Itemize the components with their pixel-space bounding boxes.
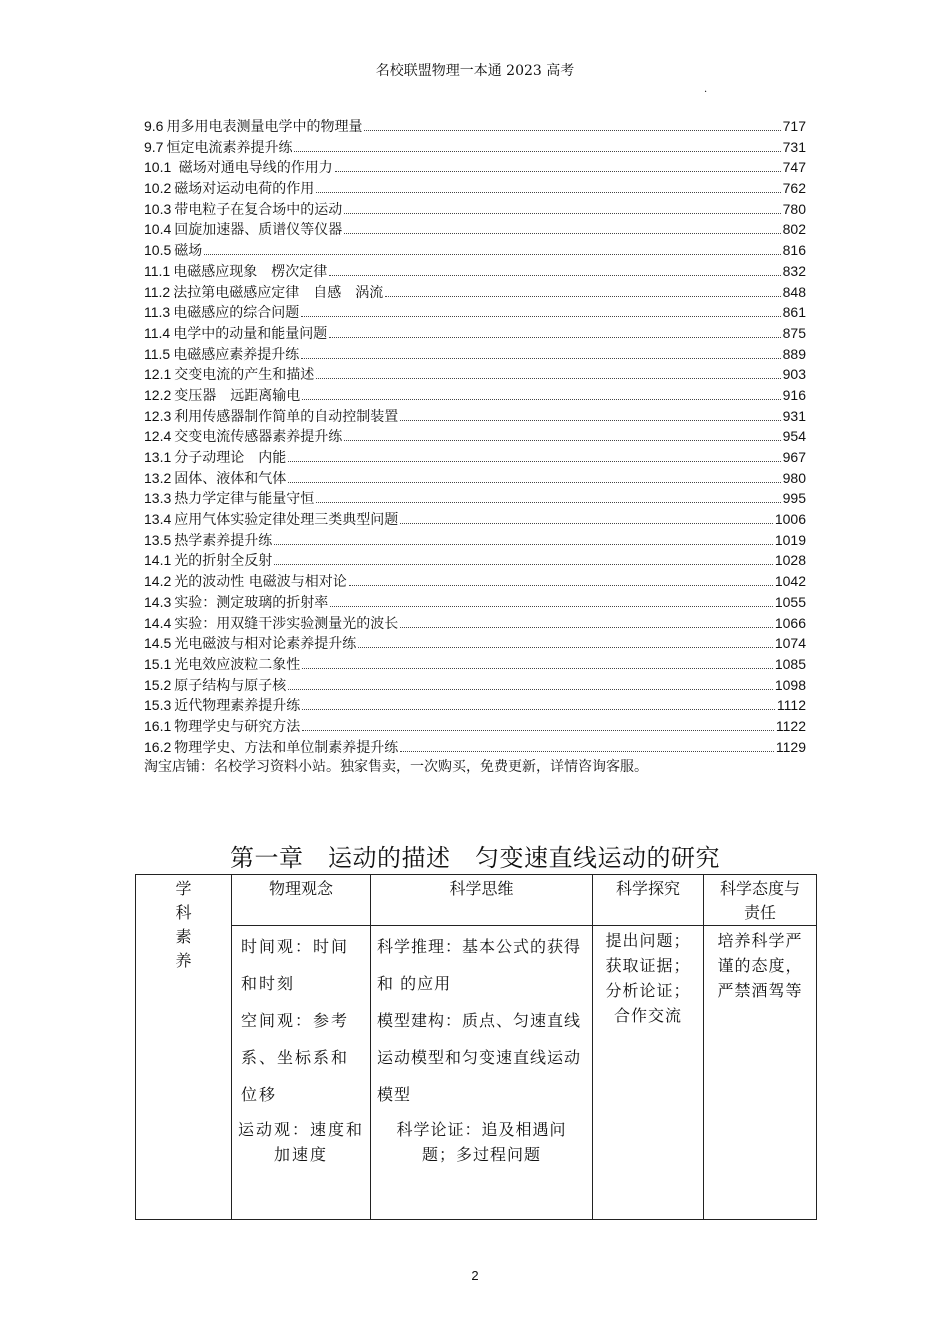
toc-entry-page: 967 [782, 449, 806, 465]
toc-leader-dots [364, 130, 780, 131]
toc-entry-number: 13.5 [144, 531, 172, 548]
toc-entry-number: 9.7 [144, 138, 164, 155]
toc-leader-dots [302, 399, 780, 400]
toc-entry-page: 1129 [775, 738, 806, 755]
toc-entry-page: 916 [782, 386, 806, 403]
toc-leader-dots [274, 564, 773, 565]
chapter-title: 第一章 运动的描述 匀变速直线运动的研究 [230, 844, 720, 872]
toc-entry-title: 固体、液体和气体 [174, 470, 287, 487]
toc-entry-page: 1019 [774, 531, 806, 548]
toc-entry-page: 1122 [775, 717, 806, 734]
toc-entry-page: 1042 [774, 573, 806, 590]
toc-entry-title: 回旋加速器、质谱仪等仪器 [174, 222, 343, 239]
toc-entry-title: 应用气体实验定律处理三类典型问题 [174, 512, 399, 529]
toc-leader-dots [400, 627, 773, 628]
toc-entry-title: 电磁感应现象 楞次定律 [173, 263, 328, 280]
toc-entry-title: 利用传感器制作简单的自动控制装置 [174, 408, 399, 425]
toc-leader-dots [344, 440, 780, 441]
toc-entry-page: 980 [782, 469, 806, 486]
toc-entry-title: 电磁感应的综合问题 [173, 305, 300, 322]
toc-entry[interactable] [144, 137, 806, 158]
toc-entry-number: 10.2 [144, 180, 172, 197]
toc-entry[interactable] [144, 695, 806, 716]
toc-entry[interactable] [144, 613, 806, 634]
toc-entry[interactable] [144, 178, 806, 199]
toc-leader-dots [301, 316, 780, 317]
toc-entry-title: 物理学史与研究方法 [174, 718, 301, 735]
attitude-text: 培养科学严谨的态度，严禁酒驾等 [717, 931, 803, 1000]
toc-entry-title: 光的波动性 电磁波与相对论 [174, 574, 347, 591]
toc-entry-page: 731 [782, 138, 806, 155]
toc-leader-dots [400, 751, 774, 752]
toc-entry-number: 9.6 [144, 118, 164, 134]
toc-entry-page: 903 [782, 366, 806, 383]
literacy-table [135, 874, 817, 1220]
toc-entry-number: 14.3 [144, 593, 172, 610]
toc-entry[interactable] [144, 240, 806, 261]
toc-entry-title: 磁场对通电导线的作用力 [174, 160, 333, 177]
toc-entry-page: 1028 [774, 552, 806, 569]
scientific-thinking-item: 科学论证：追及相遇问题；多过程问题 [396, 1120, 567, 1164]
toc-entry-title: 恒定电流素养提升练 [166, 139, 293, 156]
toc-entry-title: 物理学史、方法和单位制素养提升练 [174, 739, 399, 756]
toc-leader-dots [302, 730, 774, 731]
toc-entry-number: 10.5 [144, 242, 172, 259]
toc-leader-dots [288, 482, 780, 483]
header-attitude: 科学态度与责任 [704, 875, 817, 926]
toc-entry-page: 889 [782, 345, 806, 362]
toc-leader-dots [316, 192, 780, 193]
toc-entry-number: 12.2 [144, 386, 172, 403]
toc-leader-dots [288, 689, 773, 690]
scientific-thinking-item: 模型建构：质点、匀速直线运动模型和匀变速直线运动模型 [377, 1011, 582, 1104]
header-physics-concept: 物理观念 [232, 875, 371, 926]
toc-entry-number: 14.4 [144, 614, 172, 631]
toc-entry-page: 780 [782, 200, 806, 217]
toc-entry-number: 15.2 [144, 676, 172, 693]
toc-entry[interactable] [144, 344, 806, 365]
scientific-inquiry-text: 提出问题；获取证据；分析论证；合作交流 [605, 931, 691, 1025]
toc-leader-dots [329, 275, 780, 276]
toc-leader-dots [316, 502, 780, 503]
toc-entry-number: 13.3 [144, 490, 172, 507]
side-label-char: 学 [175, 879, 192, 898]
toc-entry-page: 747 [782, 159, 806, 176]
toc-entry[interactable] [144, 592, 806, 613]
toc-entry-number: 15.1 [144, 655, 172, 672]
toc-entry-title: 近代物理素养提升练 [174, 698, 301, 715]
toc-entry-number: 11.5 [144, 345, 171, 362]
toc-entry-page: 717 [782, 118, 806, 134]
toc-entry[interactable] [144, 468, 806, 489]
toc-entry[interactable] [144, 426, 806, 447]
page-number: 2 [471, 1268, 479, 1283]
toc-entry[interactable] [144, 571, 806, 592]
toc-leader-dots [274, 544, 773, 545]
toc-entry-title: 电学中的动量和能量问题 [173, 325, 328, 342]
toc-entry[interactable] [144, 509, 806, 530]
toc-entry[interactable] [144, 488, 806, 509]
toc-entry-title: 光电效应波粒二象性 [174, 656, 301, 673]
toc-entry-title: 磁场对运动电荷的作用 [174, 181, 315, 198]
physics-concept-cell [232, 926, 371, 1220]
toc-entry[interactable] [144, 716, 806, 737]
attitude-cell [704, 926, 817, 1220]
toc-entry-number: 14.2 [144, 573, 172, 590]
toc-entry-title: 热力学定律与能量守恒 [174, 491, 315, 508]
toc-entry-page: 1006 [774, 511, 806, 528]
toc-entry-page: 861 [782, 304, 806, 321]
side-label-char: 素 [175, 927, 192, 946]
toc-entry-number: 12.4 [144, 428, 172, 445]
toc-entry-title: 法拉第电磁感应定律 自感 涡流 [173, 284, 384, 301]
toc-entry-title: 电磁感应素养提升练 [173, 346, 300, 363]
toc-entry-title: 变压器 远距离输电 [174, 387, 301, 404]
toc-entry-page: 802 [782, 221, 806, 238]
toc-entry[interactable] [144, 530, 806, 551]
toc-entry-number: 12.3 [144, 407, 172, 424]
toc-entry-page: 832 [782, 262, 806, 279]
toc-entry-page: 1098 [774, 676, 806, 693]
toc-entry-number: 10.1 [144, 159, 172, 176]
toc-entry-title: 分子动理论 内能 [174, 450, 287, 466]
toc-entry-title: 光电磁波与相对论素养提升练 [174, 636, 357, 653]
toc-entry[interactable] [144, 323, 806, 344]
toc-entry[interactable] [144, 261, 806, 282]
toc-entry-number: 10.3 [144, 200, 172, 217]
toc-entry-title: 用多用电表测量电学中的物理量 [166, 119, 363, 135]
toc-leader-dots [344, 213, 780, 214]
toc-entry[interactable] [144, 157, 806, 178]
toc-leader-dots [316, 378, 780, 379]
toc-entry-number: 13.1 [144, 449, 172, 465]
toc-entry-number: 11.3 [144, 304, 171, 321]
toc-entry-number: 10.4 [144, 221, 172, 238]
toc-entry-title: 光的折射全反射 [174, 553, 273, 570]
toc-leader-dots [335, 171, 781, 172]
table-of-contents [144, 116, 806, 757]
toc-entry-page: 762 [782, 180, 806, 197]
toc-entry[interactable] [144, 219, 806, 240]
toc-entry[interactable] [144, 633, 806, 654]
toc-leader-dots [344, 233, 780, 234]
toc-entry-number: 13.4 [144, 511, 172, 528]
toc-leader-dots [385, 296, 780, 297]
scientific-thinking-cell [371, 926, 593, 1220]
toc-entry-number: 11.2 [144, 283, 171, 300]
toc-entry-number: 16.2 [144, 738, 172, 755]
toc-leader-dots [400, 523, 773, 524]
toc-entry[interactable] [144, 364, 806, 385]
toc-leader-dots [288, 461, 780, 462]
toc-entry-title: 实验：用双缝干涉实验测量光的波长 [174, 615, 399, 632]
toc-entry[interactable] [144, 302, 806, 323]
toc-entry-title: 带电粒子在复合场中的运动 [174, 201, 343, 218]
toc-entry[interactable] [144, 550, 806, 571]
toc-entry-title: 交变电流的产生和描述 [174, 367, 315, 384]
toc-entry-number: 15.3 [144, 697, 172, 714]
shop-note: 淘宝店铺：名校学习资料小站。独家售卖，一次购买，免费更新，详情咨询客服。 [144, 759, 648, 775]
toc-leader-dots [400, 420, 780, 421]
toc-entry-title: 原子结构与原子核 [174, 677, 287, 694]
toc-entry-page: 848 [782, 283, 806, 300]
physics-concept-item: 运动观：速度和加速度 [238, 1120, 365, 1164]
toc-entry-title: 交变电流传感器素养提升练 [174, 429, 343, 446]
toc-entry-number: 14.5 [144, 635, 172, 652]
toc-entry[interactable] [144, 385, 806, 406]
toc-entry-page: 816 [782, 242, 806, 259]
page-header: 名校联盟物理一本通 2023 高考 [375, 63, 575, 79]
toc-entry-title: 实验：测定玻璃的折射率 [174, 594, 329, 611]
toc-leader-dots [330, 606, 773, 607]
side-label-cell [136, 875, 232, 1220]
toc-entry[interactable] [144, 447, 806, 468]
toc-entry-page: 1112 [776, 697, 806, 714]
toc-entry-page: 875 [782, 324, 806, 341]
toc-entry-page: 954 [782, 428, 806, 445]
toc-entry-page: 1085 [774, 655, 806, 672]
toc-entry[interactable] [144, 737, 806, 758]
header-scientific-thinking: 科学思维 [371, 875, 593, 926]
toc-leader-dots [204, 254, 780, 255]
toc-entry-page: 931 [782, 407, 806, 424]
toc-entry-number: 11.4 [144, 324, 171, 341]
toc-entry-number: 14.1 [144, 552, 172, 569]
toc-entry-number: 12.1 [144, 366, 172, 383]
toc-leader-dots [358, 647, 773, 648]
toc-entry-title: 磁场 [174, 243, 203, 260]
physics-concept-item: 时间观：时间和时刻 [241, 937, 350, 993]
toc-entry[interactable] [144, 654, 806, 675]
scientific-inquiry-cell [593, 926, 704, 1220]
toc-entry-page: 1074 [774, 635, 806, 652]
toc-entry-number: 13.2 [144, 469, 172, 486]
toc-entry[interactable] [144, 116, 806, 137]
toc-entry[interactable] [144, 199, 806, 220]
side-label-char: 科 [175, 903, 192, 922]
scientific-thinking-item: 科学推理：基本公式的获得和 的应用 [377, 937, 582, 993]
side-label-char: 养 [175, 951, 192, 970]
toc-entry[interactable] [144, 282, 806, 303]
toc-leader-dots [302, 709, 775, 710]
physics-concept-item: 空间观：参考系、坐标系和位移 [241, 1011, 350, 1104]
toc-entry-title: 热学素养提升练 [174, 532, 273, 549]
toc-leader-dots [349, 585, 773, 586]
toc-entry[interactable] [144, 406, 806, 427]
toc-entry[interactable] [144, 675, 806, 696]
header-dot: . [704, 84, 708, 95]
toc-leader-dots [302, 668, 773, 669]
toc-leader-dots [329, 337, 780, 338]
toc-entry-page: 1055 [774, 593, 806, 610]
toc-entry-page: 995 [782, 490, 806, 507]
header-scientific-inquiry: 科学探究 [593, 875, 704, 926]
toc-entry-number: 11.1 [144, 262, 171, 279]
toc-leader-dots [294, 151, 780, 152]
toc-entry-number: 16.1 [144, 717, 172, 734]
toc-leader-dots [301, 358, 780, 359]
toc-entry-page: 1066 [774, 614, 806, 631]
